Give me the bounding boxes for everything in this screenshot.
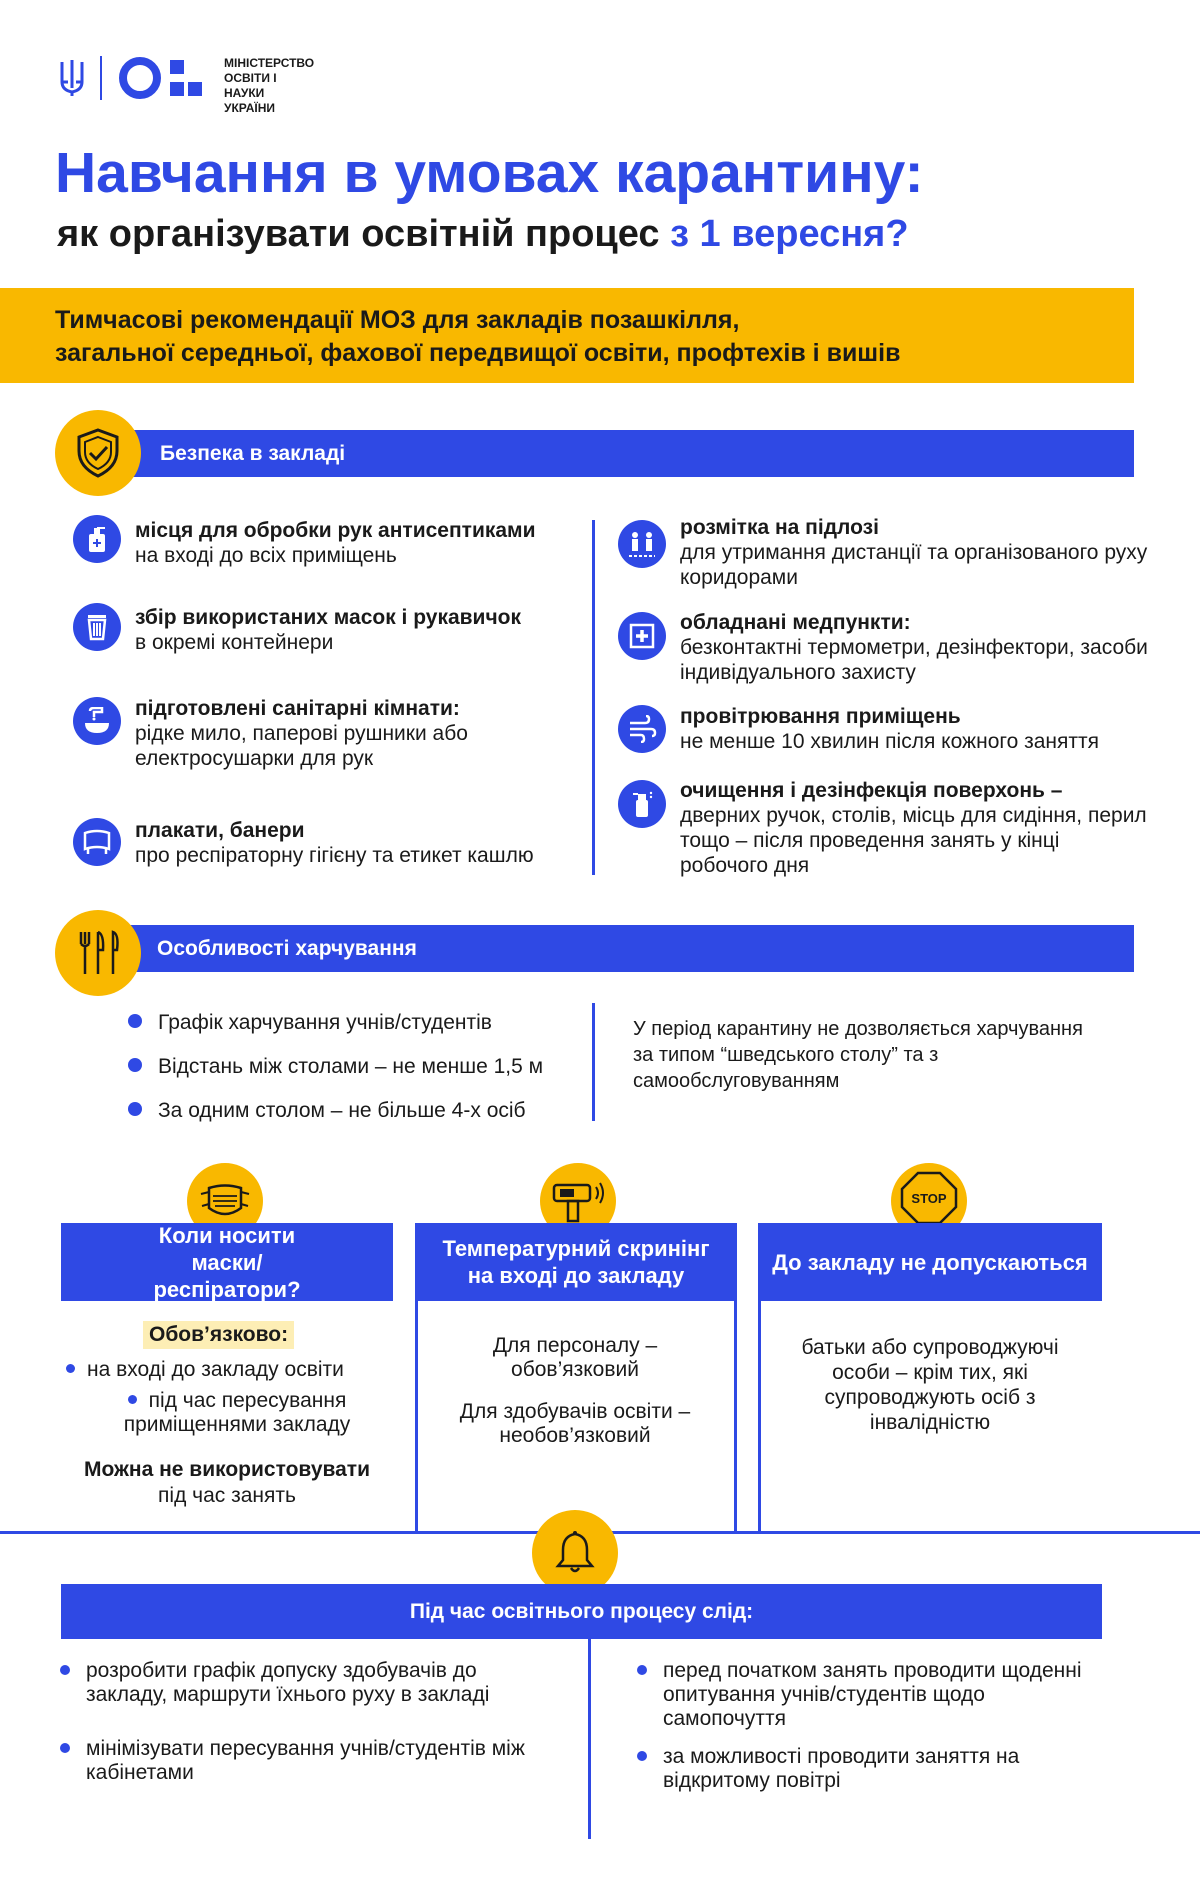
page-subtitle [57, 210, 909, 258]
bullet-icon [637, 1665, 647, 1675]
item-title: розмітка на підлозі [680, 516, 879, 539]
screening-card-left-border [415, 1301, 418, 1534]
safety-heading: Безпека в закладі [160, 442, 346, 465]
subtitle-main: як організувати освітній процес [57, 213, 660, 255]
list-item: перед початком занять проводити щоденні опитування учнів/студентів щодо самопочуття [637, 1659, 1087, 1745]
ventilation-icon [618, 705, 666, 753]
ministry-name-line2: ОСВІТИ І НАУКИ [224, 71, 277, 100]
bullet-icon [128, 1395, 137, 1404]
recommendations-banner [0, 288, 1134, 383]
not-allowed-text: батьки або супроводжуючі особи – крім тих, які супроводжують осіб з інвалідністю [801, 1336, 1059, 1434]
process-right-list [637, 1659, 1087, 1793]
item-text: рідке мило, паперові рушники або електросушарки для рук [135, 722, 468, 770]
process-heading: Під час освітнього процесу слід: [409, 1599, 754, 1623]
cutlery-icon [55, 910, 141, 996]
process-heading-bar [61, 1584, 1102, 1639]
subtitle-accent: з 1 вересня? [670, 213, 909, 255]
bullet-icon [637, 1751, 647, 1761]
item-text: дверних ручок, столів, місць для сидіння, перил тощо – після проведення занять у кінці робочого дня [680, 804, 1147, 877]
process-divider [588, 1639, 591, 1839]
food-divider [592, 1003, 595, 1121]
list-item: За одним столом – не більше 4-х осіб [128, 1098, 543, 1142]
spray-bottle-icon [618, 780, 666, 828]
masks-required-label: Обов’язково: [143, 1321, 294, 1349]
sink-icon [73, 697, 121, 745]
item-text: про респіраторну гігієну та етикет кашлю [135, 844, 534, 867]
not-allowed-card-left-border [758, 1301, 761, 1534]
safety-heading-bar [85, 430, 1134, 477]
item-title: провітрювання приміщень [680, 705, 961, 728]
trash-bin-icon [73, 603, 121, 651]
safety-item-medpoints [680, 610, 1150, 685]
bullet-icon [128, 1102, 142, 1116]
safety-item-ventilation [680, 704, 1150, 754]
bullet-icon [128, 1014, 142, 1028]
item-text: для утримання дистанції та організованого руху коридорами [680, 541, 1148, 589]
screening-staff: Для персоналу – обов’язковий [492, 1334, 658, 1381]
food-heading-bar [85, 925, 1134, 972]
mask-optional-text: під час занять [158, 1484, 296, 1507]
logo-divider [100, 56, 102, 100]
safety-item-posters [135, 818, 595, 868]
banner-icon [73, 818, 121, 866]
list-item: розробити графік допуску здобувачів до закладу, маршрути їхнього руху в закладі [60, 1659, 560, 1737]
list-item: мінімізувати пересування учнів/студентів між кабінетами [60, 1737, 560, 1785]
hand-sanitizer-icon [73, 515, 121, 563]
shield-check-icon [55, 410, 141, 496]
food-heading: Особливості харчування [157, 937, 417, 960]
process-left-list [60, 1659, 560, 1785]
ministry-name-line1: МІНІСТЕРСТВО [224, 56, 315, 70]
item-title: місця для обробки рук антисептиками [135, 519, 536, 542]
masks-card-title: Коли носити маски/респіратори? [61, 1223, 393, 1301]
list-item: Графік харчування учнів/студентів [128, 1010, 543, 1054]
medical-kit-icon [618, 612, 666, 660]
bullet-icon [128, 1058, 142, 1072]
banner-line1: Тимчасові рекомендації МОЗ для закладів позашкілля, [55, 306, 740, 334]
safety-item-sanitary-rooms [135, 696, 575, 771]
item-title: збір використаних масок і рукавичок [135, 606, 521, 629]
item-text: на вході до всіх приміщень [135, 544, 397, 567]
item-title: обладнані медпункти: [680, 611, 911, 634]
screening-card-right-border [734, 1301, 737, 1534]
safety-item-disinfection [680, 778, 1150, 878]
list-item: Відстань між столами – не менше 1,5 м [128, 1054, 543, 1098]
mask-rule-2: під час пересування приміщеннями закладу [123, 1389, 351, 1436]
ministry-logo [58, 52, 318, 115]
mon-logo-icon [118, 56, 210, 100]
mask-optional-label: Можна не використовувати [83, 1458, 371, 1481]
food-list [128, 1010, 543, 1142]
safety-item-masks-collection [135, 605, 575, 655]
item-title: плакати, банери [135, 819, 305, 842]
page-title: Навчання в умовах карантину: [55, 141, 924, 205]
item-title: очищення і дезінфекція поверхонь – [680, 779, 1063, 802]
screening-students: Для здобувачів освіти – необов’язковий [459, 1400, 691, 1447]
food-note: У період карантину не дозволяється харчування за типом “шведського столу” та з самообслуговуванням [633, 1018, 1083, 1092]
not-allowed-card-title: До закладу не допускаються [758, 1223, 1102, 1301]
safety-item-floor-marking [680, 515, 1150, 590]
safety-item-sanitizer [135, 518, 575, 568]
stop-sign-label: STOP [911, 1191, 947, 1206]
bullet-icon [66, 1364, 75, 1373]
bullet-icon [60, 1743, 70, 1753]
list-item: за можливості проводити заняття на відкритому повітрі [637, 1745, 1087, 1793]
floor-marking-icon [618, 520, 666, 568]
trident-icon [58, 58, 86, 98]
item-title: підготовлені санітарні кімнати: [135, 697, 460, 720]
item-text: в окремі контейнери [135, 631, 334, 654]
banner-line2: загальної середньої, фахової передвищої освіти, профтехів і вишів [55, 339, 901, 367]
screening-card-title: Температурний скринінг на вході до закладу [415, 1223, 737, 1301]
bullet-icon [60, 1665, 70, 1675]
item-text: не менше 10 хвилин після кожного заняття [680, 730, 1099, 753]
ministry-name-line3: УКРАЇНИ [224, 101, 276, 115]
mask-rule-1: на вході до закладу освіти [66, 1357, 396, 1382]
item-text: безконтактні термометри, дезінфектори, засоби індивідуального захисту [680, 636, 1148, 684]
